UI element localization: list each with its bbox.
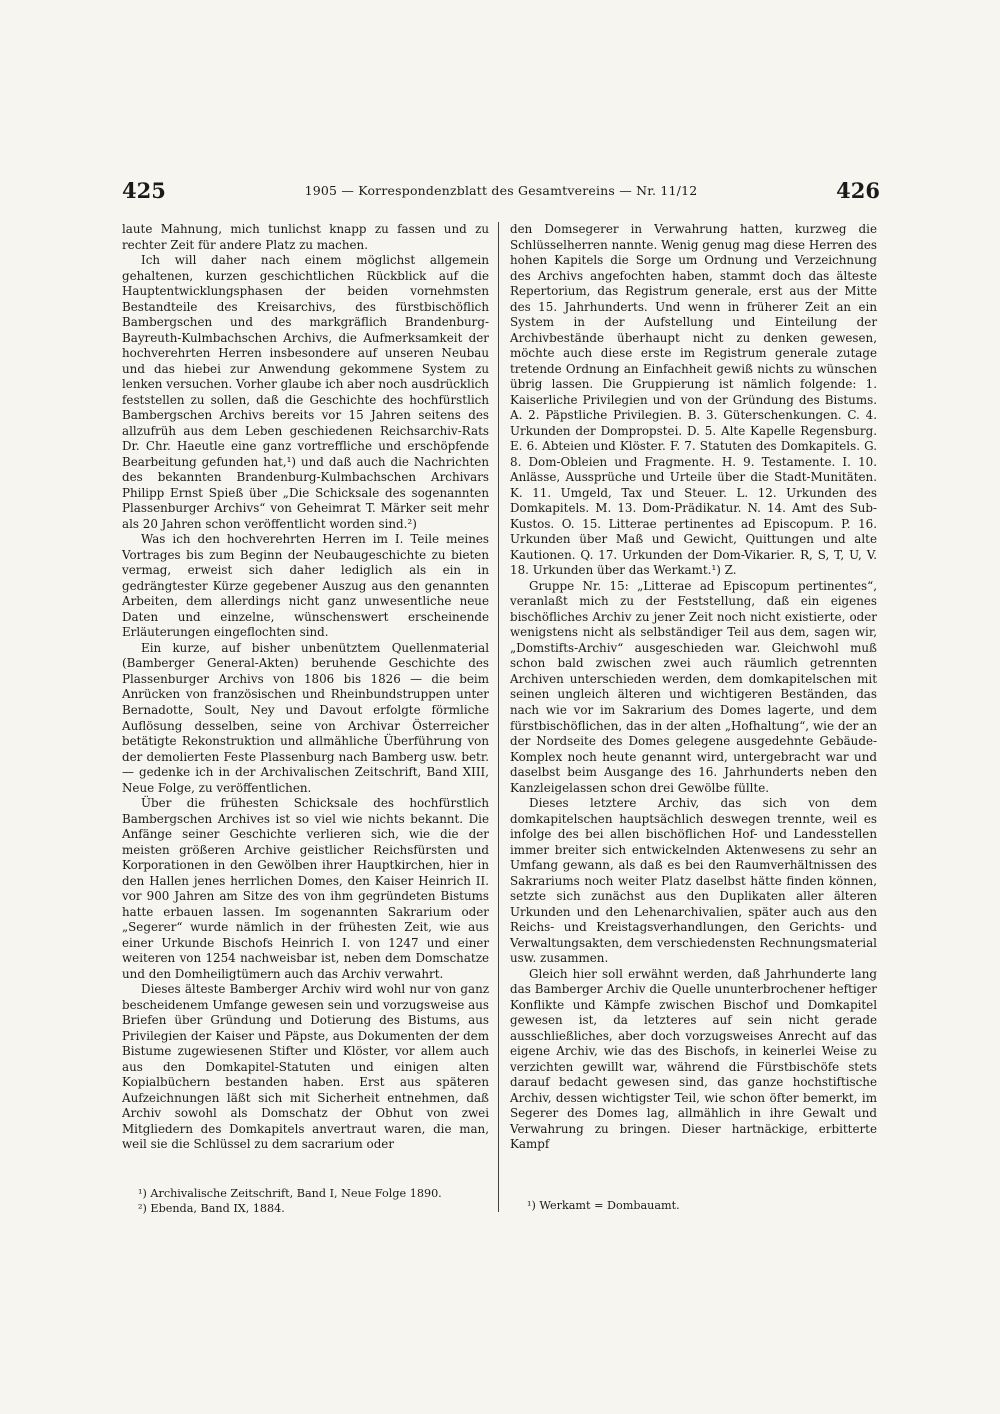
footnote: ²) Ebenda, Band IX, 1884. <box>138 1202 285 1215</box>
running-head: 1905 — Korrespondenzblatt des Gesamtvereins — Nr. 11/12 <box>304 183 698 198</box>
page-number-left: 425 <box>122 178 166 203</box>
paragraph: Was ich den hochverehrten Herren im I. Teile meines Vortrages bis zum Beginn der Neubaugeschichte zu bieten vermag, erweist sich daher lediglich als ein in gedrängtester Kürze gegebener Auszug aus den genannten Arbeiten, dem allerdings nicht ganz unwesentliche neue Daten und einzelne, wünschenswert erscheinende Erläuterungen eingeflochten sind. <box>122 532 489 640</box>
footnote: ¹) Archivalische Zeitschrift, Band I, Neue Folge 1890. <box>138 1187 442 1200</box>
footnotes-right <box>527 1198 680 1213</box>
paragraph: Gleich hier soll erwähnt werden, daß Jahrhunderte lang das Bamberger Archiv die Quelle ununterbrochener heftiger Konflikte und Kämpfe zwischen Bischof und Domkapitel gewesen ist, da letzteres auf sein nicht gerade ausschließliches, aber doch vorzugsweises Anrecht auf das eigene Archiv, wie das des Bischofs, in keinerlei Weise zu verzichten gewillt war, während die Fürstbischöfe stets darauf bedacht gewesen sind, das ganze hochstiftische Archiv, dessen wichtigster Teil, wie schon öfter bemerkt, im Segerer des Domes lag, allmählich in ihre Gewalt und Verwahrung zu bringen. Dieser hartnäckige, erbitterte Kampf <box>510 966 877 1152</box>
paragraph: Dieses älteste Bamberger Archiv wird wohl nur von ganz bescheidenem Umfange gewesen sein und vorzugsweise aus Briefen über Gründung und Dotierung des Bistums, aus Privilegien der Kaiser und Päpste, aus Dokumenten der dem Bistume zugewiesenen Stifter und Klöster, vor allem auch aus den Domkapitel-Statuten und einigen alten Kopialbüchern bestanden haben. Erst aus späteren Aufzeichnungen läßt sich mit Sicherheit entnehmen, daß Archiv sowohl als Domschatz der Obhut von zwei Mitgliedern des Domkapitels anvertraut waren, die man, weil sie die Schlüssel zu dem sacrarium oder <box>122 982 489 1152</box>
left-column <box>122 222 489 1153</box>
page-header <box>122 178 880 208</box>
paragraph: laute Mahnung, mich tunlichst knapp zu fassen und zu rechter Zeit für andere Platz zu machen. <box>122 222 489 252</box>
footnotes-left <box>138 1186 442 1216</box>
footnote: ¹) Werkamt = Dombauamt. <box>527 1199 680 1212</box>
paragraph: Dieses letztere Archiv, das sich von dem domkapitelschen hauptsächlich deswegen trennte, weil es infolge des bei allen bischöflichen Hof- und Landesstellen immer breiter sich entwickelnden Aktenwesens zu sehr an Umfang gewann, als daß es bei den Raumverhältnissen des Sakrariums noch weiter Platz daselbst hätte finden können, setzte sich zunächst aus den Duplikaten aller älteren Urkunden und den Lehenarchivalien, später auch aus den Reichs- und Kreistagsverhandlungen, den Gerichts- und Verwaltungsakten, dem verschiedensten Rechnungsmaterial usw. zusammen. <box>510 796 877 966</box>
paragraph: Über die frühesten Schicksale des hochfürstlich Bambergschen Archives ist so viel wie nichts bekannt. Die Anfänge seiner Geschichte verlieren sich, wie die der meisten größeren Archive geistlicher Reichsfürsten und Korporationen in den Gewölben ihrer Hauptkirchen, hier in den Hallen jenes herrlichen Domes, den Kaiser Heinrich II. vor 900 Jahren am Sitze des von ihm gegründeten Bistums hatte erbauen lassen. Im sogenannten Sakrarium oder „Segerer“ wurde nämlich in der frühesten Zeit, wie aus einer Urkunde Bischofs Heinrich I. von 1247 und einer weiteren von 1254 nachweisbar ist, neben dem Domschatze und den Domheiligtümern auch das Archiv verwahrt. <box>122 796 489 981</box>
paragraph: Ein kurze, auf bisher unbenütztem Quellenmaterial (Bamberger General-Akten) beruhende Geschichte des Plassenburger Archivs von 1806 bis 1826 — die beim Anrücken von französischen und Rheinbundstruppen unter Bernadotte, Soult, Ney und Davout erfolgte förmliche Auflösung desselben, seine von Archivar Österreicher betätigte Rekonstruktion und allmähliche Überführung von der demolierten Feste Plassenburg nach Bamberg usw. betr. — gedenke ich in der Archivalischen Zeitschrift, Band XIII, Neue Folge, zu veröffentlichen. <box>122 640 489 795</box>
right-column <box>510 222 877 1153</box>
paragraph: den Domsegerer in Verwahrung hatten, kurzweg die Schlüsselherren nannte. Wenig genug mag diese Herren des hohen Kapitels die Sorge um Ordnung und Verzeichnung des Archivs angefochten haben, stammt doch das älteste Repertorium, das Registrum generale, erst aus der Mitte des 15. Jahrhunderts. Und wenn in früherer Zeit an ein System in der Aufstellung und Einteilung der Archivbestände überhaupt nicht zu denken gewesen, möchte auch diese erste im Registrum generale zutage tretende Ordnung an Einfachheit gewiß nichts zu wünschen übrig lassen. Die Gruppierung ist nämlich folgende: 1. Kaiserliche Privilegien und von der Gründung des Bistums. A. 2. Päpstliche Privilegien. B. 3. Güterschenkungen. C. 4. Urkunden der Dompropstei. D. 5. Alte Kapelle Regensburg. E. 6. Abteien und Klöster. F. 7. Statuten des Domkapitels. G. 8. Dom-Obleien und Fragmente. H. 9. Testamente. I. 10. Anlässe, Aussprüche und Urteile über die Stadt-Munitäten. K. 11. Umgeld, Tax und Steuer. L. 12. Urkunden des Domkapitels. M. 13. Dom-Prädikatur. N. 14. Amt des Sub-Kustos. O. 15. Litterae pertinentes ad Episcopum. P. 16. Urkunden über Maß und Gewicht, Quittungen und alte Kautionen. Q. 17. Urkunden der Dom-Vikarier. R, S, T, U, V. 18. Urkunden über das Werkamt.¹) Z. <box>510 222 877 578</box>
paragraph: Ich will daher nach einem möglichst allgemein gehaltenen, kurzen geschichtlichen Rückblick auf die Hauptentwicklungsphasen der beiden vornehmsten Bestandteile des Kreisarchivs, des fürstbischöflich Bambergschen und des markgräflich Brandenburg-Bayreuth-Kulmbachschen Archivs, die Aufmerksamkeit der hochverehrten Herren insbesondere auf unseren Neubau und das hiebei zur Anwendung gekommene System zu lenken versuchen. Vorher glaube ich aber noch ausdrücklich feststellen zu sollen, daß die Geschichte des hochfürstlich Bambergschen Archivs bereits vor 15 Jahren seitens des allzufrüh aus dem Leben geschiedenen Reichsarchiv-Rats Dr. Chr. Haeutle eine ganz vortreffliche und erschöpfende Bearbeitung gefunden hat,¹) und daß auch die Nachrichten des bekannten Brandenburg-Kulmbachschen Archivars Philipp Ernst Spieß über „Die Schicksale des sogenannten Plassenburger Archivs“ von Geheimrat T. Märker seit mehr als 20 Jahren schon veröffentlicht worden sind.²) <box>122 253 489 531</box>
paragraph: Gruppe Nr. 15: „Litterae ad Episcopum pertinentes“, veranlaßt mich zu der Feststellung, daß ein eigenes bischöfliches Archiv zu jener Zeit noch nicht existierte, oder wenigstens nicht als selbständiger Teil aus dem, sagen wir, „Domstifts-Archiv“ ausgeschieden war. Gleichwohl muß schon bald zwischen zwei auch räumlich getrennten Archiven unterschieden werden, dem domkapitelschen mit seinen ungleich älteren und wichtigeren Beständen, das nach wie vor im Sakrarium des Domes lagerte, und dem fürstbischöflichen, das in der alten „Hofhaltung“, wie der an der Nordseite des Domes gelegene ausgedehnte Gebäude-Komplex noch heute genannt wird, untergebracht war und daselbst beim Ausgange des 16. Jahrhunderts neben den Kanzleigelassen schon drei Gewölbe füllte. <box>510 578 877 795</box>
page-number-right: 426 <box>836 178 880 203</box>
column-divider <box>498 222 499 1212</box>
